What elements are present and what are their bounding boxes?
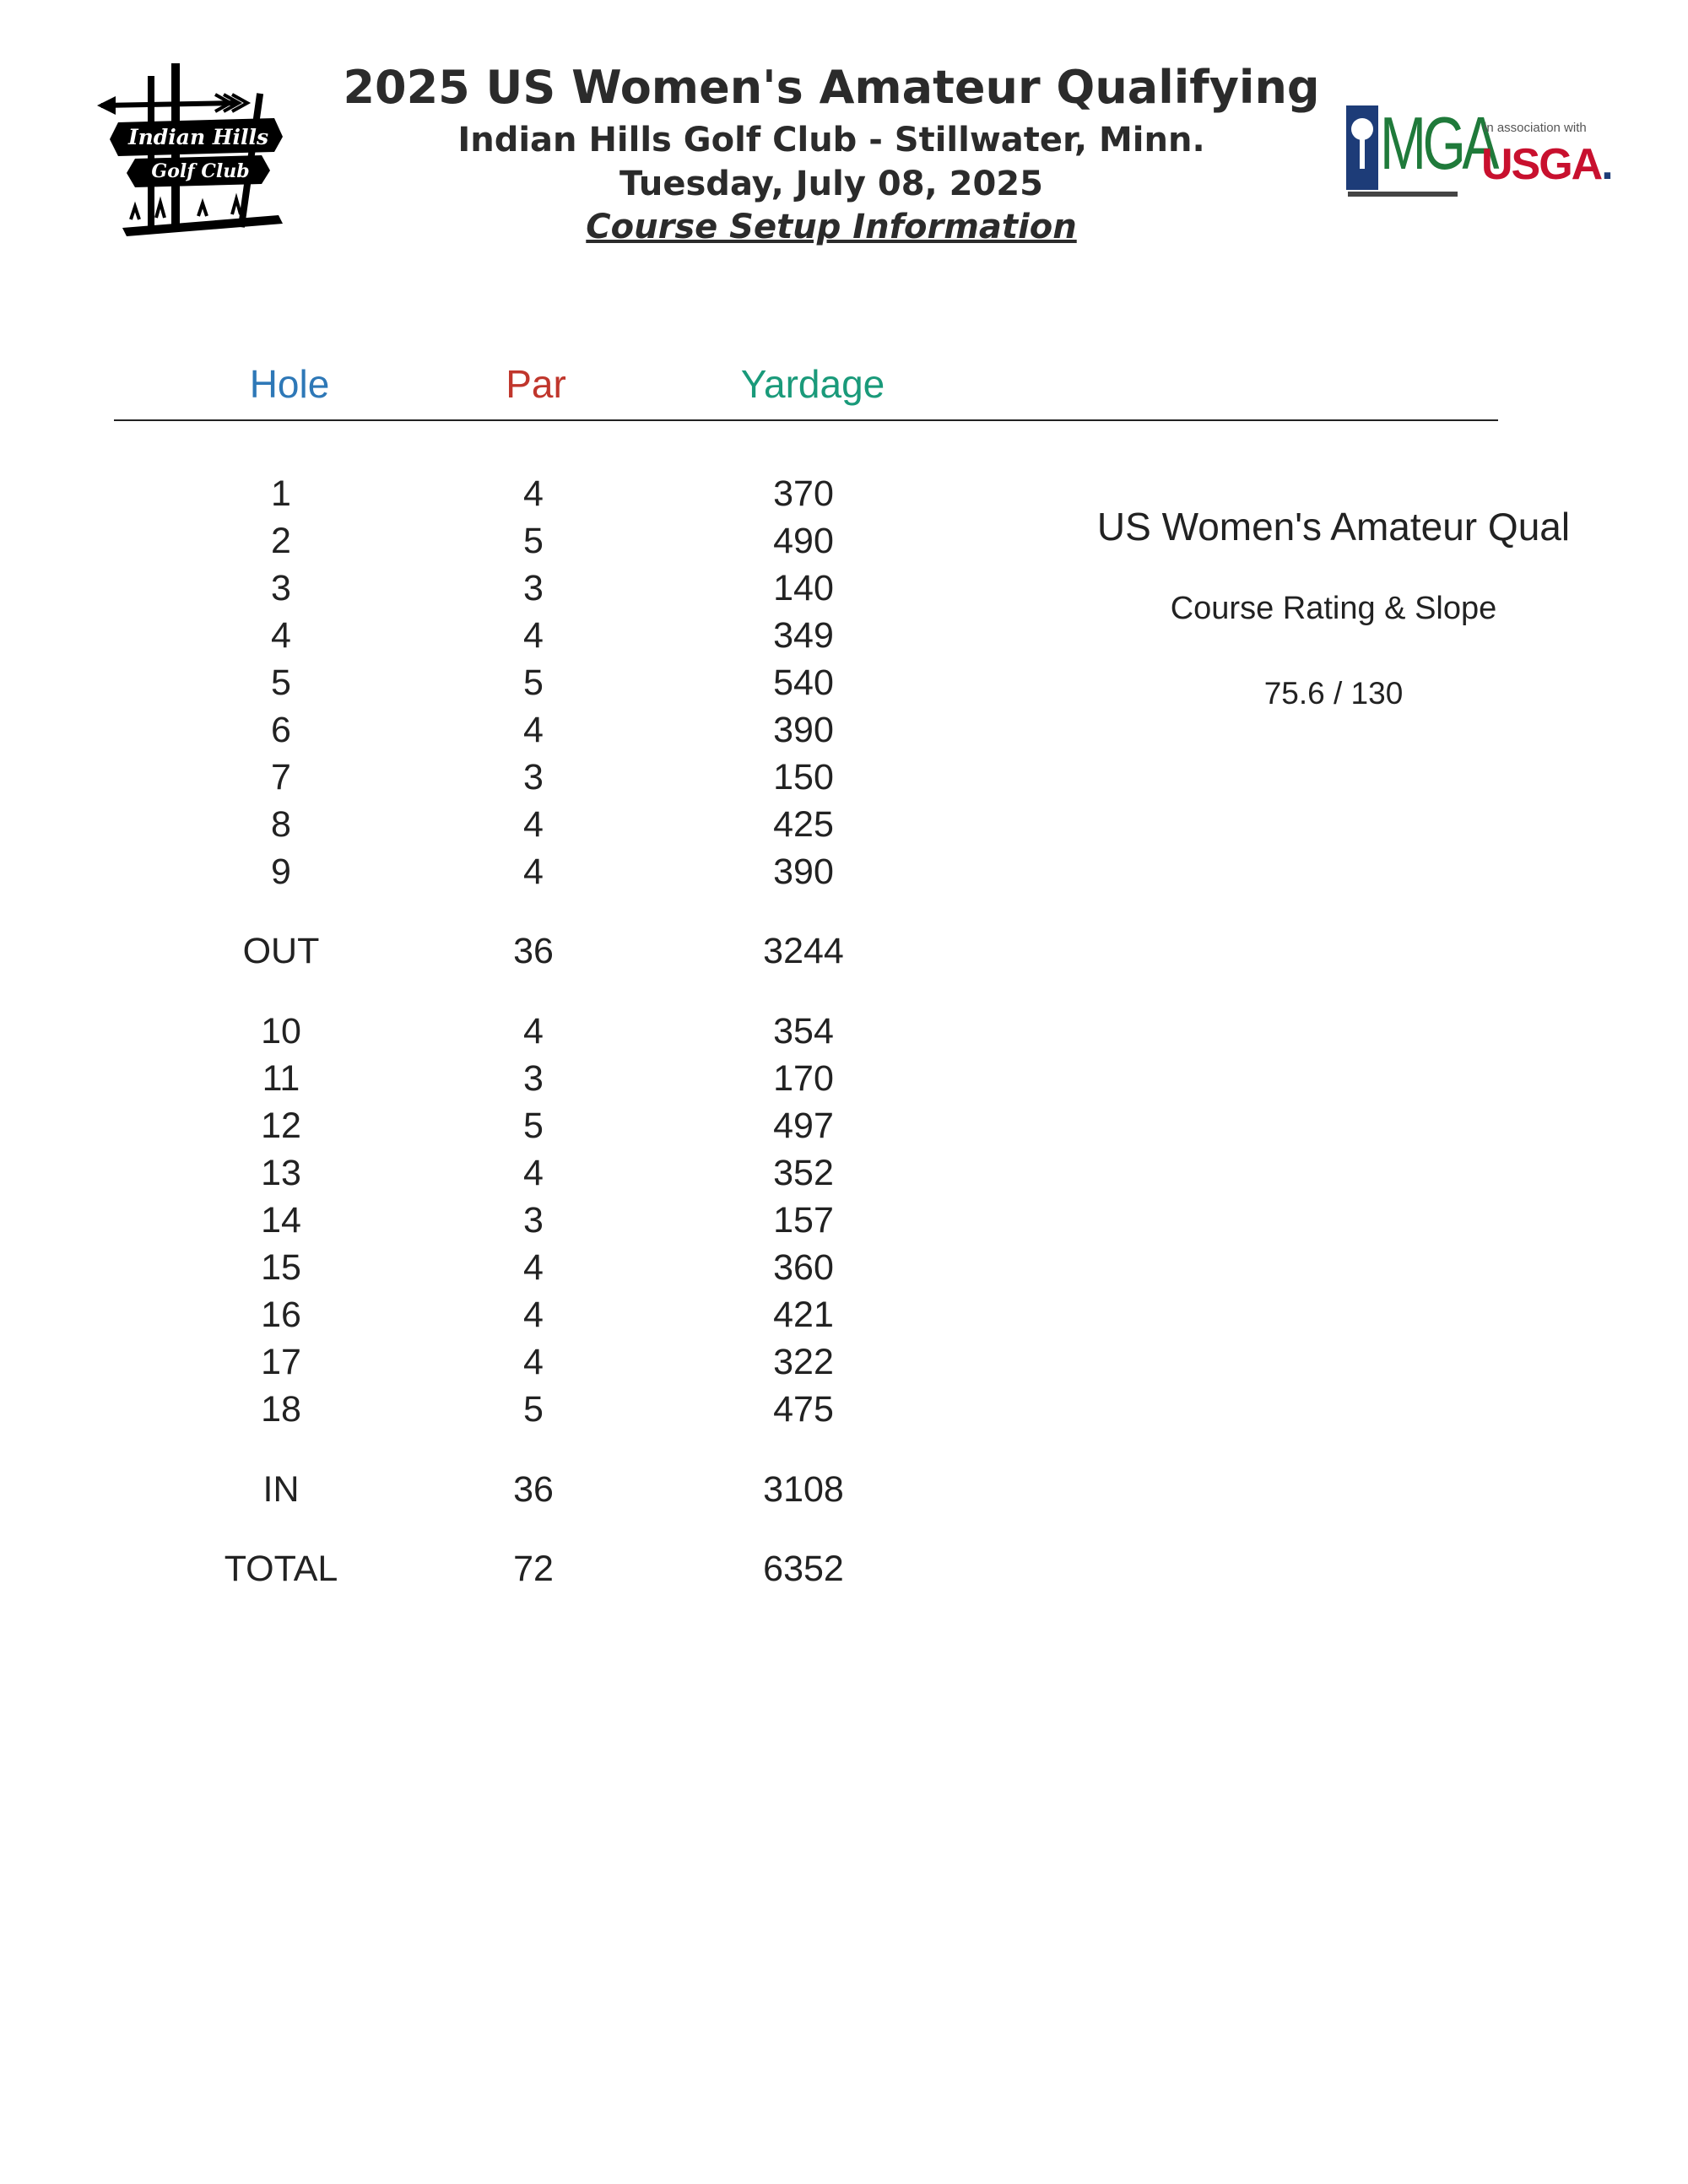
yardage-cell: 421: [773, 1295, 834, 1335]
hole-cell: 15: [261, 1247, 301, 1288]
yardage-cell: 6352: [763, 1549, 844, 1589]
yardage-cell: 497: [773, 1106, 834, 1146]
yardage-cell: 150: [773, 757, 834, 797]
rating-label: Course Rating & Slope: [1170, 591, 1497, 626]
hole-cell: 17: [261, 1342, 301, 1382]
par-cell: 72: [513, 1549, 554, 1589]
event-date: Tuesday, July 08, 2025: [619, 165, 1043, 203]
hole-cell: 12: [261, 1106, 301, 1146]
hole-cell: OUT: [242, 931, 320, 971]
yardage-cell: 140: [773, 568, 834, 608]
club-logo-line2: Golf Club: [151, 160, 250, 182]
par-column-header: Par: [506, 362, 566, 406]
hole-cell: 16: [261, 1295, 301, 1335]
yardage-cell: 322: [773, 1342, 834, 1382]
hole-column-header: Hole: [249, 362, 330, 406]
rating-value: 75.6 / 130: [1263, 676, 1404, 711]
par-cell: 5: [523, 1389, 544, 1430]
hole-cell: 3: [271, 568, 291, 608]
par-cell: 36: [513, 1469, 554, 1510]
indian-hills-logo: [97, 59, 287, 241]
yardage-column-header: Yardage: [740, 362, 885, 406]
par-cell: 5: [523, 662, 544, 703]
par-cell: 4: [523, 710, 544, 750]
par-cell: 3: [523, 1200, 544, 1241]
course-location: Indian Hills Golf Club - Stillwater, Minn.: [457, 121, 1205, 159]
page-title: 2025 US Women's Amateur Qualifying: [343, 61, 1320, 114]
hole-cell: 14: [261, 1200, 301, 1241]
yardage-cell: 354: [773, 1011, 834, 1051]
hole-cell: 8: [271, 804, 291, 845]
hole-cell: 18: [261, 1389, 301, 1430]
par-cell: 3: [523, 1058, 544, 1099]
usga-logo: USGA.: [1481, 140, 1612, 189]
hole-cell: 2: [271, 521, 291, 561]
par-cell: 4: [523, 1295, 544, 1335]
par-cell: 4: [523, 473, 544, 514]
par-cell: 4: [523, 615, 544, 656]
yardage-cell: 352: [773, 1153, 834, 1193]
par-cell: 3: [523, 568, 544, 608]
par-cell: 4: [523, 1153, 544, 1193]
par-cell: 5: [523, 1106, 544, 1146]
association-text: in association with: [1484, 121, 1587, 135]
yardage-cell: 425: [773, 804, 834, 845]
usga-logo-text: USGA: [1481, 140, 1602, 189]
par-cell: 4: [523, 851, 544, 892]
par-cell: 4: [523, 1011, 544, 1051]
hole-cell: 5: [271, 662, 291, 703]
par-cell: 4: [523, 1247, 544, 1288]
yardage-cell: 157: [773, 1200, 834, 1241]
yardage-cell: 3108: [763, 1469, 844, 1510]
club-logo-line1: Indian Hills: [127, 125, 269, 149]
mga-logo: [1346, 101, 1496, 198]
yardage-cell: 170: [773, 1058, 834, 1099]
header-divider: [114, 419, 1498, 421]
hole-cell: 11: [262, 1058, 300, 1099]
yardage-cell: 390: [773, 710, 834, 750]
par-cell: 4: [523, 1342, 544, 1382]
par-cell: 36: [513, 931, 554, 971]
hole-cell: 7: [271, 757, 291, 797]
yardage-cell: 370: [773, 473, 834, 514]
par-cell: 3: [523, 757, 544, 797]
section-title: Course Setup Information: [586, 208, 1077, 246]
hole-cell: 13: [261, 1153, 301, 1193]
hole-cell: 10: [261, 1011, 301, 1051]
mga-text: MGA: [1380, 101, 1496, 185]
hole-cell: IN: [262, 1469, 300, 1510]
par-cell: 5: [523, 521, 544, 561]
yardage-cell: 475: [773, 1389, 834, 1430]
par-cell: 4: [523, 804, 544, 845]
hole-cell: 4: [271, 615, 291, 656]
hole-cell: 9: [271, 851, 291, 892]
yardage-cell: 490: [773, 521, 834, 561]
yardage-cell: 349: [773, 615, 834, 656]
yardage-cell: 3244: [763, 931, 844, 971]
hole-cell: TOTAL: [224, 1549, 338, 1589]
hole-cell: 6: [271, 710, 291, 750]
yardage-cell: 390: [773, 851, 834, 892]
yardage-cell: 540: [773, 662, 834, 703]
rating-title: US Women's Amateur Qual: [1096, 505, 1571, 549]
yardage-cell: 360: [773, 1247, 834, 1288]
hole-cell: 1: [271, 473, 291, 514]
